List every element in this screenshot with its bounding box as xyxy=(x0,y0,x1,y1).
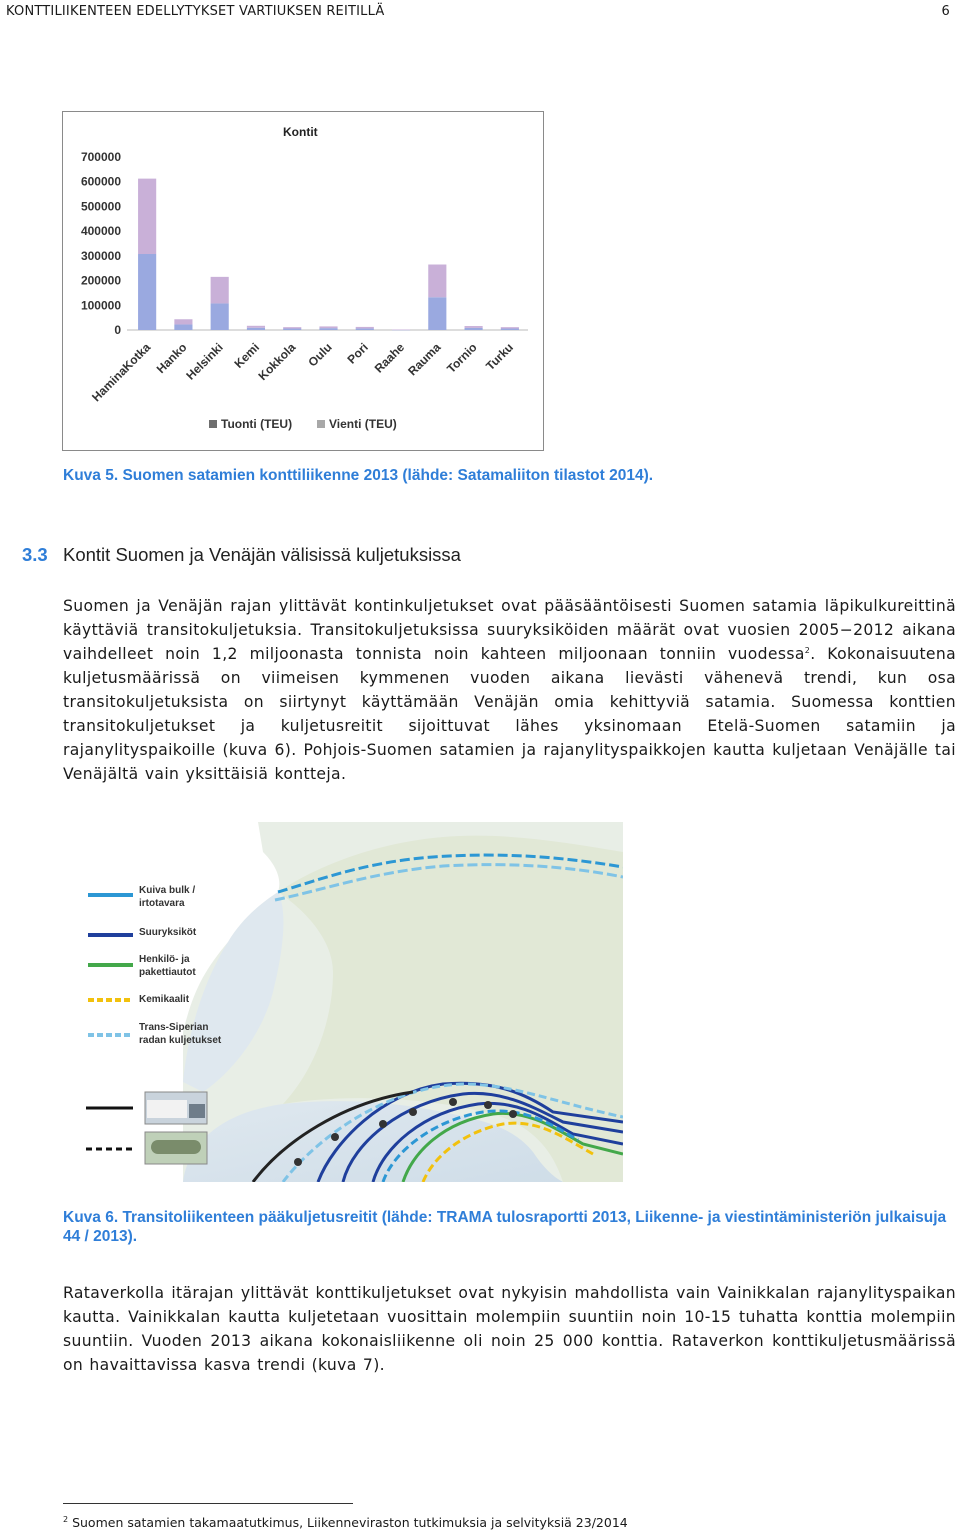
y-tick-label: 500000 xyxy=(80,199,121,214)
bar-export xyxy=(501,327,519,328)
x-tick-label: Oulu xyxy=(305,340,335,370)
bar-import xyxy=(283,329,301,330)
x-tick-label: Kokkola xyxy=(255,340,299,384)
x-tick-label: Kemi xyxy=(231,340,263,371)
bar-import xyxy=(319,328,337,330)
footnote-text: Suomen satamien takamaatutkimus, Liikenneviraston tutkimuksia ja selvityksiä 23/2014 xyxy=(72,1515,628,1530)
truck-trailer-shape xyxy=(147,1100,187,1118)
legend-chemicals-label: Kemikaalit xyxy=(139,994,190,1005)
legend-bulk-label-1: Kuiva bulk / xyxy=(139,885,196,896)
section-number: 3.3 xyxy=(22,544,48,565)
bar-export xyxy=(465,326,483,328)
page-header xyxy=(6,4,954,22)
x-tick-label: Helsinki xyxy=(183,340,226,383)
document-title: KONTTILIIKENTEEN EDELLYTYKSET VARTIUKSEN REITILLÄ xyxy=(6,4,385,19)
legend-swatch-import xyxy=(209,420,217,428)
bar-export xyxy=(247,326,265,328)
bar-export xyxy=(356,327,374,328)
x-tick-label: Hanko xyxy=(153,340,190,377)
section-heading xyxy=(22,544,461,566)
port-marker xyxy=(449,1098,457,1106)
footnote xyxy=(63,1515,628,1530)
legend-trans-siberian-label-2: radan kuljetukset xyxy=(139,1035,222,1046)
x-tick-label: Turku xyxy=(483,340,516,374)
legend-passenger-label-1: Henkilö- ja xyxy=(139,954,190,965)
legend-swatch-export xyxy=(317,420,325,428)
bar-import xyxy=(428,297,446,330)
footnote-reference[interactable]: 2 xyxy=(804,645,811,655)
x-tick-label: Rauma xyxy=(405,340,444,379)
port-marker xyxy=(294,1158,302,1166)
y-tick-label: 200000 xyxy=(80,273,121,288)
figure-5-caption: Kuva 5. Suomen satamien konttiliikenne 2013 (lähde: Satamaliiton tilastot 2014). xyxy=(63,467,654,484)
transit-routes-map xyxy=(83,822,623,1182)
port-marker xyxy=(379,1120,387,1128)
bar-export xyxy=(319,326,337,328)
legend-passenger-label-2: pakettiautot xyxy=(139,967,196,978)
bar-import xyxy=(356,328,374,330)
page-number: 6 xyxy=(941,4,950,19)
bar-export xyxy=(211,277,229,304)
bar-export xyxy=(283,327,301,328)
legend-label-import: Tuonti (TEU) xyxy=(221,417,293,431)
bar-import xyxy=(174,324,192,330)
y-tick-label: 300000 xyxy=(80,248,121,263)
x-tick-label: Raahe xyxy=(371,340,408,376)
port-marker xyxy=(331,1133,339,1141)
legend-bulk-label-2: irtotavara xyxy=(139,898,185,909)
bar-import xyxy=(138,254,156,330)
rail-tank-shape xyxy=(151,1140,201,1154)
x-tick-label: HaminaKotka xyxy=(89,340,154,405)
bar-import xyxy=(211,303,229,330)
chart-title: Kontit xyxy=(283,125,318,139)
map-canvas xyxy=(83,822,623,1182)
bar-import xyxy=(465,328,483,330)
bar-import xyxy=(247,328,265,330)
figure-6-caption: Kuva 6. Transitoliikenteen pääkuljetusreitit (lähde: TRAMA tulosraportti 2013, Liikenne- ja viestintäministeriön julkaisuja 44 / 2013). xyxy=(63,1209,947,1245)
bar-export xyxy=(174,319,192,324)
bar-export xyxy=(138,179,156,254)
footnote-number: 2 xyxy=(63,1514,69,1524)
container-traffic-chart xyxy=(62,111,544,451)
y-tick-label: 600000 xyxy=(80,174,121,189)
y-tick-label: 400000 xyxy=(80,224,121,239)
x-tick-label: Tornio xyxy=(444,340,480,376)
port-marker xyxy=(409,1108,417,1116)
chart-canvas xyxy=(63,112,543,450)
bar-export xyxy=(392,330,410,331)
port-marker xyxy=(484,1101,492,1109)
y-tick-label: 0 xyxy=(114,323,121,337)
bar-export xyxy=(428,265,446,298)
body-paragraph-2: Rataverkolla itärajan ylittävät konttikuljetukset ovat nykyisin mahdollista vain Vainikkalan rajanylityspaikan kautta. Vainikkalan kautta kuljetetaan vuosittain molempiin suuntiin noin 10-15 tuhatta konttia molempiin suuntiin. Vuoden 2013 aikana kokonaisliikenne oli noin 25 000 konttia. Rataverkon konttikuljetusmäärissä on havaittavissa kasva trendi (kuva 7). xyxy=(63,1284,956,1374)
para1-text-b: . Kokonaisuutena kuljetusmäärissä on viimeisen kymmenen vuoden aikana lievästi vähenevä trendi, kun osa transitokuljetuksista on siirtynyt käyttämään Venäjän omia kehittyviä satamia. Suomessa konttien transitokuljetukset ja kuljetusreitit sijoittuvat lähes yksinomaan Etelä-Suomen satamiin ja rajanylityspaikoille (kuva 6). Pohjois-Suomen satamien ja rajanylityspaikkojen kautta kuljetaan Venäjälle tai Venäjältä vain yksittäisiä kontteja. xyxy=(63,645,957,783)
body-paragraph-1 xyxy=(63,594,956,786)
section-title: Kontit Suomen ja Venäjän välisissä kuljetuksissa xyxy=(63,544,461,565)
truck-cab-shape xyxy=(189,1104,205,1118)
y-tick-label: 700000 xyxy=(80,150,121,164)
para1-text-a: Suomen ja Venäjän rajan ylittävät kontinkuljetukset ovat pääsääntöisesti Suomen satamia läpikulkureittinä käyttäviä transitokuljetuksia. Transitokuljetuksissa suuryksiköiden määrät ovat vuosien 2005−2012 aikana vaihdelleet noin 1,2 miljoonasta tonnista noin kahteen miljoonaan tonniin vuodessa xyxy=(63,597,956,663)
bar-import xyxy=(501,329,519,330)
port-marker xyxy=(509,1110,517,1118)
legend-units-label: Suuryksiköt xyxy=(139,927,197,938)
legend-trans-siberian-label-1: Trans-Siperian xyxy=(139,1022,209,1033)
x-tick-label: Pori xyxy=(344,340,371,367)
y-tick-label: 100000 xyxy=(80,298,121,313)
footnote-divider xyxy=(63,1503,353,1504)
legend-label-export: Vienti (TEU) xyxy=(329,417,397,431)
